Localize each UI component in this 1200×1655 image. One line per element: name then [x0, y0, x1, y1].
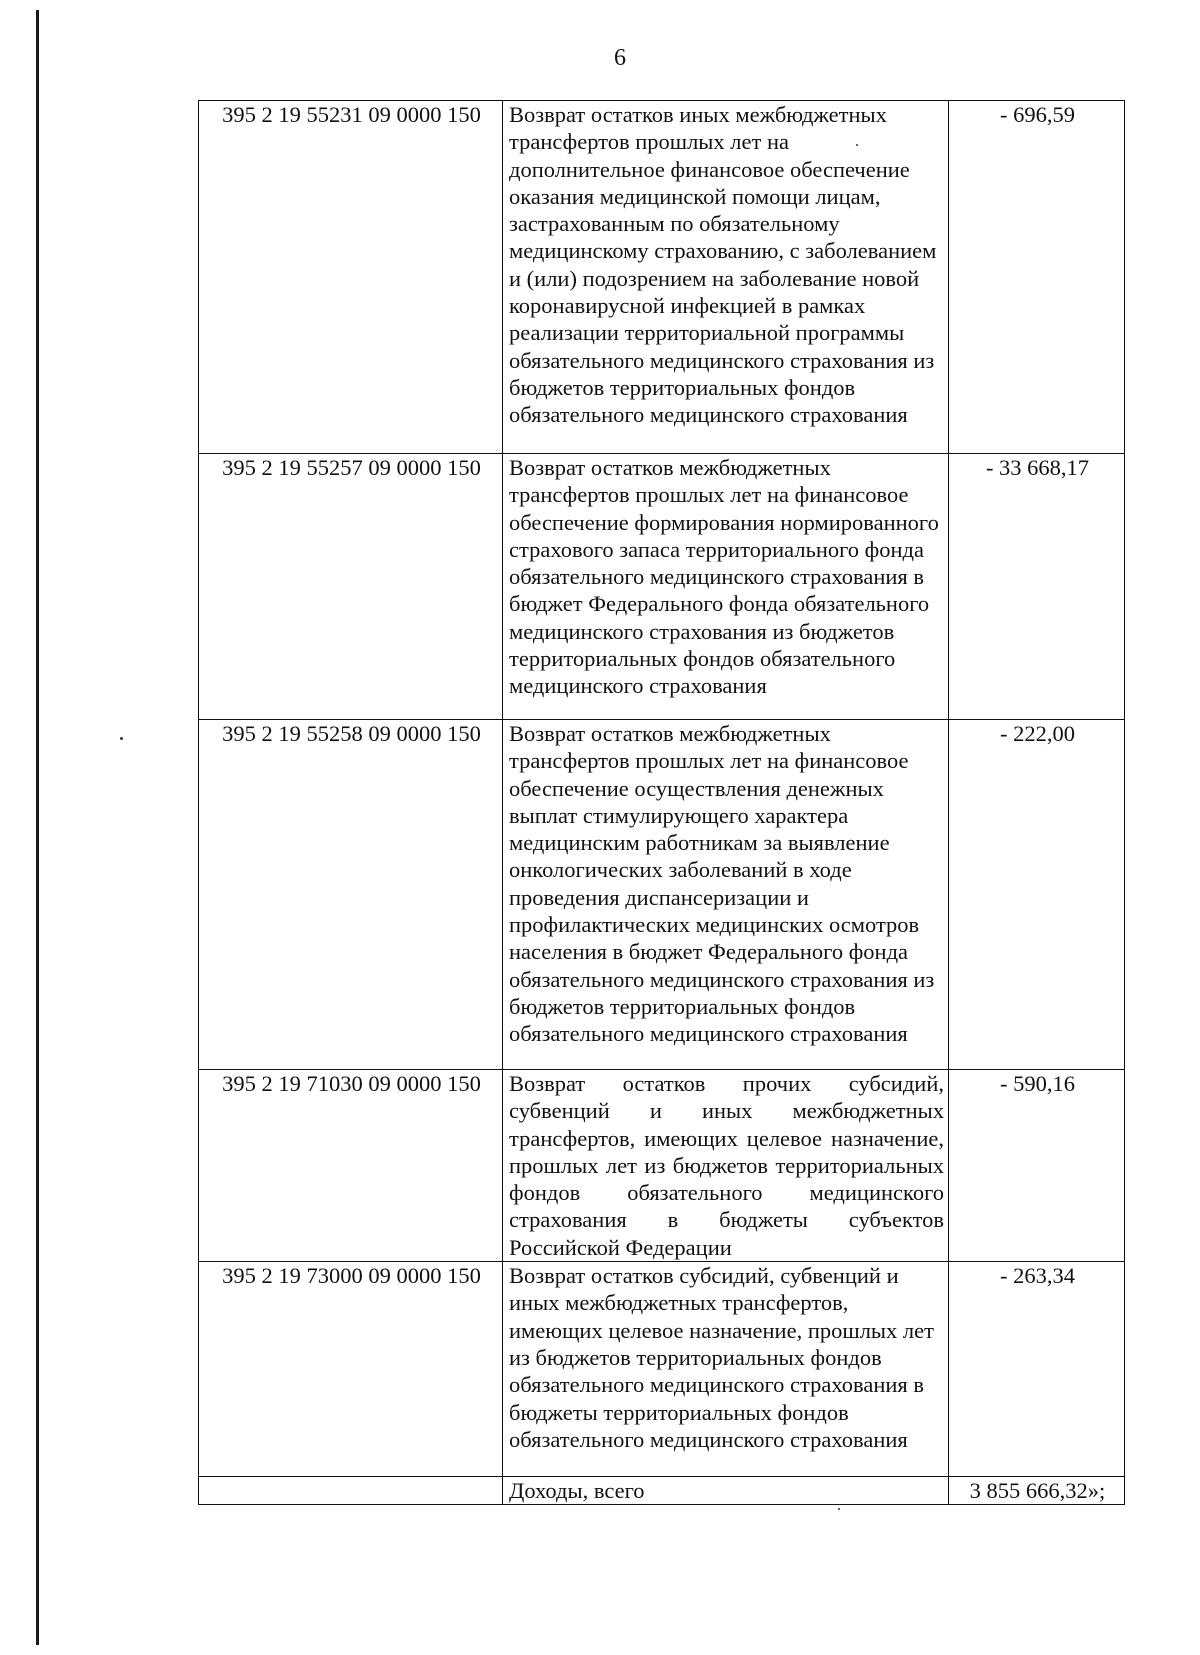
budget-code-cell: 395 2 19 71030 09 0000 150	[199, 1070, 503, 1262]
description-cell: Возврат остатков межбюджетных трансфертов прошлых лет на финансовое обеспечение формирования нормированного страхового запаса территориального фонда обязательного медицинского страхования в бюджет Федерального фонда обязательного медицинского страхования из бюджетов территориальных фондов обязательного медицинского страхования	[503, 454, 949, 720]
total-code-cell	[199, 1477, 503, 1505]
description-cell: Возврат остатков прочих субсидий, субвенций и иных межбюджетных трансфертов, имеющих целевое назначение, прошлых лет из бюджетов территориальных фондов обязательного медицинского страхования в бюджеты субъектов Российской Федерации	[503, 1070, 949, 1262]
table-row	[199, 1262, 1125, 1477]
table-row	[199, 454, 1125, 720]
amount-cell: - 222,00	[949, 720, 1125, 1070]
total-label-cell: Доходы, всего	[503, 1477, 949, 1505]
page-number: 6	[614, 45, 626, 71]
budget-revenue-table	[198, 100, 1125, 1505]
budget-code-cell: 395 2 19 55257 09 0000 150	[199, 454, 503, 720]
total-row	[199, 1477, 1125, 1505]
total-amount-cell: 3 855 666,32»;	[949, 1477, 1125, 1505]
scan-speck	[120, 737, 123, 740]
budget-code-cell: 395 2 19 55258 09 0000 150	[199, 720, 503, 1070]
description-cell: Возврат остатков иных межбюджетных трансфертов прошлых лет на дополнительное финансовое обеспечение оказания медицинской помощи лицам, застрахованным по обязательному медицинскому страхованию, с заболеванием и (или) подозрением на заболевание новой коронавирусной инфекцией в рамках реализации территориальной программы обязательного медицинского страхования из бюджетов территориальных фондов обязательного медицинского страхования	[503, 101, 949, 454]
table-row	[199, 1070, 1125, 1262]
budget-code-cell: 395 2 19 55231 09 0000 150	[199, 101, 503, 454]
amount-cell: - 696,59	[949, 101, 1125, 454]
description-cell: Возврат остатков субсидий, субвенций и иных межбюджетных трансфертов, имеющих целевое назначение, прошлых лет из бюджетов территориальных фондов обязательного медицинского страхования в бюджеты территориальных фондов обязательного медицинского страхования	[503, 1262, 949, 1477]
amount-cell: - 590,16	[949, 1070, 1125, 1262]
description-cell: Возврат остатков межбюджетных трансфертов прошлых лет на финансовое обеспечение осуществления денежных выплат стимулирующего характера медицинским работникам за выявление онкологических заболеваний в ходе проведения диспансеризации и профилактических медицинских осмотров населения в бюджет Федерального фонда обязательного медицинского страхования из бюджетов территориальных фондов обязательного медицинского страхования	[503, 720, 949, 1070]
budget-code-cell: 395 2 19 73000 09 0000 150	[199, 1262, 503, 1477]
amount-cell: - 33 668,17	[949, 454, 1125, 720]
table-row	[199, 101, 1125, 454]
amount-cell: - 263,34	[949, 1262, 1125, 1477]
scan-edge-line	[36, 10, 39, 1645]
table-row	[199, 720, 1125, 1070]
scan-speck	[838, 1508, 840, 1510]
